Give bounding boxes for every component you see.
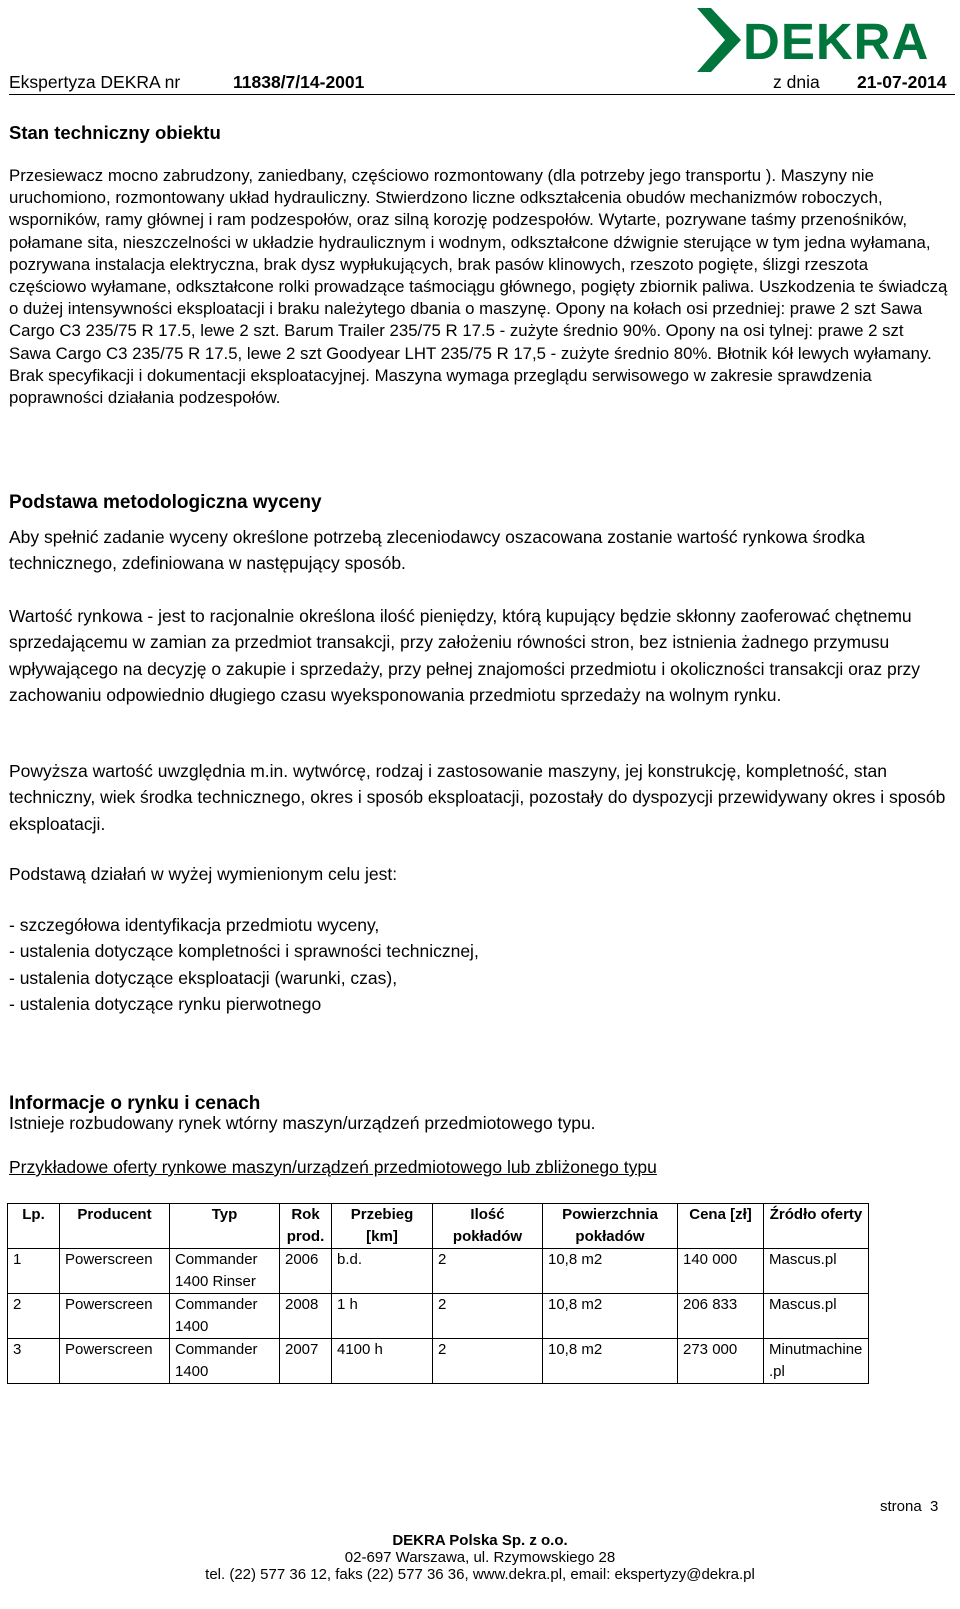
dekra-logo-text: DEKRA	[743, 13, 930, 70]
offers-table-title: Przykładowe oferty rynkowe maszyn/urządzeń przedmiotowego lub zbliżonego typu	[9, 1157, 657, 1177]
table-cell: 10,8 m2	[543, 1339, 678, 1384]
column-header: Rok prod.	[280, 1204, 332, 1249]
list-item: - szczegółowa identyfikacja przedmiotu wyceny,	[9, 915, 380, 935]
table-cell: Commander 1400 Rinser	[170, 1249, 280, 1294]
methodology-heading: Podstawa metodologiczna wyceny	[9, 492, 322, 513]
column-header: Źródło oferty	[764, 1204, 869, 1249]
list-item: - ustalenia dotyczące rynku pierwotnego	[9, 994, 322, 1015]
methodology-paragraph-4: Podstawą działań w wyżej wymienionym celu jest:	[9, 864, 398, 884]
column-header: Powierzchnia pokładów	[543, 1204, 678, 1249]
column-header: Producent	[60, 1204, 170, 1249]
document-header	[9, 72, 955, 95]
table-cell: 2	[433, 1294, 543, 1339]
table-cell: b.d.	[332, 1249, 433, 1294]
offers-table	[7, 1203, 869, 1384]
methodology-paragraph-3: Powyższa wartość uwzględnia m.in. wytwórcę, rodzaj i zastosowanie maszyny, jej konstrukcję, kompletność, stan techniczny, wiek środka technicznego, okres i sposób eksploatacji, pozostały do dyspozycji przewidywany okres i sposób eksploatacji.	[9, 761, 946, 834]
list-item: - ustalenia dotyczące kompletności i sprawności technicznej,	[9, 941, 479, 962]
market-intro: Istnieje rozbudowany rynek wtórny maszyn/urządzeń przedmiotowego typu.	[9, 1113, 596, 1133]
table-cell: 2006	[280, 1249, 332, 1294]
table-cell: Powerscreen	[60, 1249, 170, 1294]
condition-heading: Stan techniczny obiektu	[9, 122, 221, 143]
column-header: Przebieg [km]	[332, 1204, 433, 1249]
table-cell: 2	[433, 1249, 543, 1294]
table-cell: 2	[8, 1294, 60, 1339]
column-header: Lp.	[8, 1204, 60, 1249]
table-cell: Commander 1400	[170, 1339, 280, 1384]
table-cell: Commander 1400	[170, 1294, 280, 1339]
table-cell: 2007	[280, 1339, 332, 1384]
methodology-list	[9, 912, 949, 1018]
page-footer	[0, 1532, 960, 1583]
table-cell: 4100 h	[332, 1339, 433, 1384]
page-number	[880, 1498, 938, 1515]
table-cell: Mascus.pl	[764, 1294, 869, 1339]
table-cell: 3	[8, 1339, 60, 1384]
table-cell: 10,8 m2	[543, 1294, 678, 1339]
column-header: Cena [zł]	[678, 1204, 764, 1249]
footer-company: DEKRA Polska Sp. z o.o.	[392, 1532, 568, 1549]
methodology-paragraph-2: Wartość rynkowa - jest to racjonalnie określona ilość pieniędzy, którą kupujący będzie skłonny zaoferować chętnemu sprzedającemu w zamian za przedmiot transakcji, przy założeniu równości stron, bez istnienia żadnego przymusu wpływającego na decyzję o zakupie i sprzedaży, przy pełnej znajomości przedmiotu i okoliczności transakcji oraz przy zachowaniu odpowiednio długiego czasu wyeksponowania przedmiotu sprzedaży na wolnym rynku.	[9, 606, 921, 706]
table-cell: 1	[8, 1249, 60, 1294]
table-cell: Powerscreen	[60, 1294, 170, 1339]
table-cell: 273 000	[678, 1339, 764, 1384]
footer-contact: tel. (22) 577 36 12, faks (22) 577 36 36, www.dekra.pl, email: ekspertyzy@dekra.pl	[205, 1566, 755, 1583]
condition-text: Przesiewacz mocno zabrudzony, zaniedbany, częściowo rozmontowany (dla potrzeby jego transportu ). Maszyny nie uruchomiono, rozmontowany układ hydrauliczny. Stwierdzono liczne odkształcenia obudów mechanizmów roboczych, wsporników, ramy głównej i ram podzespołów, oraz silną korozję podzespołów. Wytarte, pozrywane taśmy przenośników, połamane sita, nieszczelności w układzie hydraulicznym i wodnym, odkształcone dźwignie sterujące w tym jedna wyłamana, pozrywana instalacja elektryczna, brak dysz wypłukujących, brak pasów klinowych, rzeszoto pogięte, ślizgi rzeszota częściowo wyłamane, odkształcone rolki prowadzące taśmociągu głównego, pogięty zbiornik paliwa. Uszkodzenia te świadczą o dużej intensywności eksploatacji i braku należytego dbania o maszynę. Opony na kołach osi przedniej: prawe 2 szt Sawa Cargo C3 235/75 R 17.5, lewe 2 szt. Barum Trailer 235/75 R 17.5 - zużyte średnio 90%. Opony na osi tylnej: prawe 2 szt Sawa Cargo C3 235/75 R 17.5, lewe 2 szt Goodyear LHT 235/75 R 17,5 - zużyte średnio 80%. Błotnik kół lewych wyłamany. Brak specyfikacji i dokumentacji eksploatacyjnej. Maszyna wymaga przeglądu serwisowego w zakresie sprawdzenia poprawności działania podzespołów.	[9, 166, 948, 408]
list-item: - ustalenia dotyczące eksploatacji (warunki, czas),	[9, 967, 398, 988]
table-row	[8, 1294, 869, 1339]
table-cell: 2008	[280, 1294, 332, 1339]
column-header: Ilość pokładów	[433, 1204, 543, 1249]
table-cell: 1 h	[332, 1294, 433, 1339]
table-cell: 140 000	[678, 1249, 764, 1294]
table-cell: 2	[433, 1339, 543, 1384]
date-label: z dnia	[773, 72, 820, 92]
footer-address: 02-697 Warszawa, ul. Rzymowskiego 28	[344, 1549, 616, 1566]
date-value: 21-07-2014	[857, 72, 947, 92]
table-row	[8, 1249, 869, 1294]
column-header: Typ	[170, 1204, 280, 1249]
table-cell: Mascus.pl	[764, 1249, 869, 1294]
methodology-paragraph-1: Aby spełnić zadanie wyceny określone potrzebą zleceniodawcy oszacowana zostanie wartość rynkowa środka technicznego, zdefiniowana w następujący sposób.	[9, 527, 866, 574]
table-row	[8, 1339, 869, 1384]
market-heading: Informacje o rynku i cenach	[9, 1093, 261, 1114]
page-label: strona	[880, 1498, 922, 1515]
table-cell: Minutmachine .pl	[764, 1339, 869, 1384]
expertise-label: Ekspertyza DEKRA nr	[9, 72, 181, 92]
table-header-row	[8, 1204, 869, 1249]
dekra-logo-mark	[697, 8, 741, 72]
table-cell: 10,8 m2	[543, 1249, 678, 1294]
expertise-number: 11838/7/14-2001	[233, 72, 365, 92]
page-value: 3	[930, 1498, 939, 1515]
table-cell: 206 833	[678, 1294, 764, 1339]
table-cell: Powerscreen	[60, 1339, 170, 1384]
